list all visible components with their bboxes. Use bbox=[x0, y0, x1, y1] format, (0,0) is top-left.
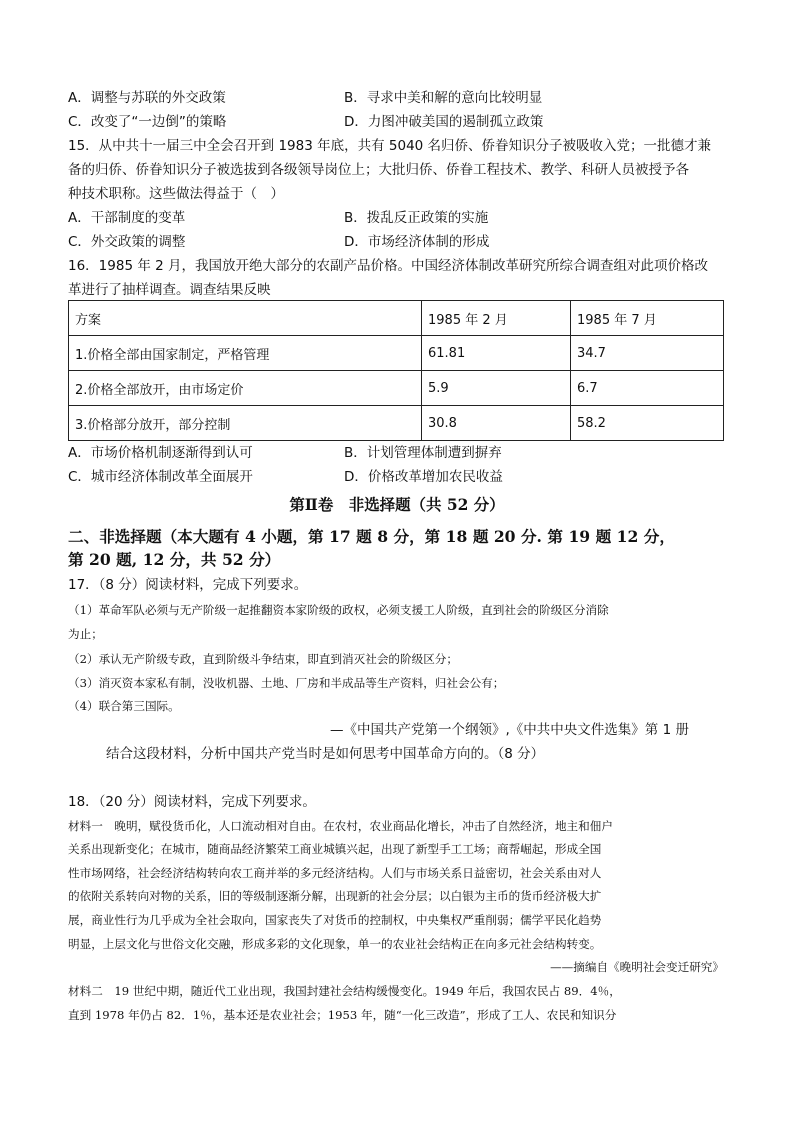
q14-option-d: D．力图冲破美国的遏制孤立政策 bbox=[344, 114, 544, 130]
q15-option-d: D．市场经济体制的形成 bbox=[344, 234, 490, 250]
q16-option-b: B．计划管理体制遭到摒弃 bbox=[344, 445, 502, 461]
q15-stem-line-3: 种技术职称。这些做法得益于（ ） bbox=[68, 186, 284, 202]
q14-option-b: B．寻求中美和解的意向比较明显 bbox=[344, 90, 543, 106]
table-cell: 58.2 bbox=[571, 406, 724, 441]
q18-material-line-6: 明显，上层文化与世俗文化交融，形成多彩的文化现象，单一的农业社会结构正在向多元社会结构转变。 bbox=[68, 937, 602, 951]
q17-material-line-1b: 为止； bbox=[68, 627, 103, 641]
table-header-cell: 方案 bbox=[69, 301, 422, 336]
q15-option-b: B．拨乱反正政策的实施 bbox=[344, 210, 489, 226]
q16-option-d: D．价格改革增加农民收益 bbox=[344, 469, 503, 485]
table-cell: 34.7 bbox=[571, 336, 724, 371]
q14-option-c: C．改变了“一边倒”的策略 bbox=[68, 114, 227, 130]
q14-option-a: A．调整与苏联的外交政策 bbox=[68, 90, 226, 106]
q17-material-line-3: （3）消灭资本家私有制，没收机器、土地、厂房和半成品等生产资料，归社会公有； bbox=[68, 676, 505, 690]
q16-option-c: C．城市经济体制改革全面展开 bbox=[68, 469, 253, 485]
table-header-cell: 1985 年 7 月 bbox=[571, 301, 724, 336]
section-title: 第Ⅱ卷 非选择题（共 52 分） bbox=[289, 495, 505, 514]
table-cell: 1.价格全部由国家制定，严格管理 bbox=[69, 336, 422, 371]
q15-stem-line-2: 备的归侨、侨眷知识分子被选拔到各级领导岗位上；大批归侨、侨眷工程技术、教学、科研人员被授予各 bbox=[68, 162, 689, 178]
q15-option-a: A．干部制度的变革 bbox=[68, 210, 186, 226]
q18-material2-line-2: 直到 1978 年仍占 82．1％，基本还是农业社会；1953 年，随“一化三改造”，形成了工人、农民和知识分 bbox=[68, 1008, 617, 1022]
q17-material-line-1: （1）革命军队必须与无产阶级一起推翻资本家阶级的政权，必须支援工人阶级，直到社会的阶级区分消除 bbox=[68, 603, 609, 617]
q16-stem-line-1: 16．1985 年 2 月，我国放开绝大部分的农副产品价格。中国经济体制改革研究所综合调查组对此项价格改 bbox=[68, 258, 708, 274]
table-row bbox=[69, 371, 724, 406]
table-header-row bbox=[69, 301, 724, 336]
q18-intro: 18．（20 分）阅读材料，完成下列要求。 bbox=[68, 794, 316, 810]
q15-stem-line-1: 15．从中共十一届三中全会召开到 1983 年底，共有 5040 名归侨、侨眷知识分子被吸收入党；一批德才兼 bbox=[68, 138, 712, 154]
q18-material-line-5: 展，商业性行为几乎成为全社会取向，国家丧失了对货币的控制权，中央集权严重削弱；儒学平民化趋势 bbox=[68, 913, 602, 927]
table-cell: 6.7 bbox=[571, 371, 724, 406]
table-row bbox=[69, 336, 724, 371]
q17-question: 结合这段材料，分析中国共产党当时是如何思考中国革命方向的。（8 分） bbox=[106, 746, 545, 762]
q18-source: ——摘编自《晚明社会变迁研究》 bbox=[550, 960, 724, 974]
table-cell: 30.8 bbox=[422, 406, 571, 441]
table-row bbox=[69, 406, 724, 441]
section-heading-line-2: 第 20 题, 12 分，共 52 分） bbox=[68, 550, 281, 569]
q17-intro: 17．（8 分）阅读材料，完成下列要求。 bbox=[68, 577, 308, 593]
q17-source: —《中国共产党第一个纲领》,《中共中央文件选集》第 1 册 bbox=[330, 722, 689, 738]
q17-material-line-2: （2）承认无产阶级专政，直到阶级斗争结束，即直到消灭社会的阶级区分； bbox=[68, 652, 458, 666]
q18-material2-line-1: 材料二 19 世纪中期，随近代工业出现，我国封建社会结构缓慢变化。1949 年后，我国农民占 89．4％， bbox=[68, 984, 621, 998]
q18-material-line-3: 性市场网络，社会经济结构转向农工商并举的多元经济结构。人们与市场关系日益密切，社会关系由对人 bbox=[68, 866, 602, 880]
table-cell: 61.81 bbox=[422, 336, 571, 371]
q18-material-line-2: 关系出现新变化；在城市，随商品经济繁荣工商业城镇兴起，出现了新型手工工场；商帮崛起，形成全国 bbox=[68, 842, 602, 856]
table-cell: 5.9 bbox=[422, 371, 571, 406]
price-survey-table bbox=[68, 300, 724, 441]
q16-option-a: A．市场价格机制逐渐得到认可 bbox=[68, 445, 253, 461]
section-heading-line-1: 二、非选择题（本大题有 4 小题，第 17 题 8 分，第 18 题 20 分. 第 19 题 12 分， bbox=[68, 527, 675, 546]
table-header-cell: 1985 年 2 月 bbox=[422, 301, 571, 336]
q16-stem-line-2: 革进行了抽样调查。调查结果反映 bbox=[68, 282, 271, 298]
q15-option-c: C．外交政策的调整 bbox=[68, 234, 186, 250]
q18-material-line-1: 材料一 晚明，赋役货币化，人口流动相对自由。在农村，农业商品化增长，冲击了自然经济，地主和佃户 bbox=[68, 819, 613, 833]
q17-material-line-4: （4）联合第三国际。 bbox=[68, 699, 180, 713]
table-cell: 2.价格全部放开，由市场定价 bbox=[69, 371, 422, 406]
table-cell: 3.价格部分放开，部分控制 bbox=[69, 406, 422, 441]
q18-material-line-4: 的依附关系转向对物的关系，旧的等级制逐渐分解，出现新的社会分层；以白银为主币的货币经济极大扩 bbox=[68, 889, 602, 903]
